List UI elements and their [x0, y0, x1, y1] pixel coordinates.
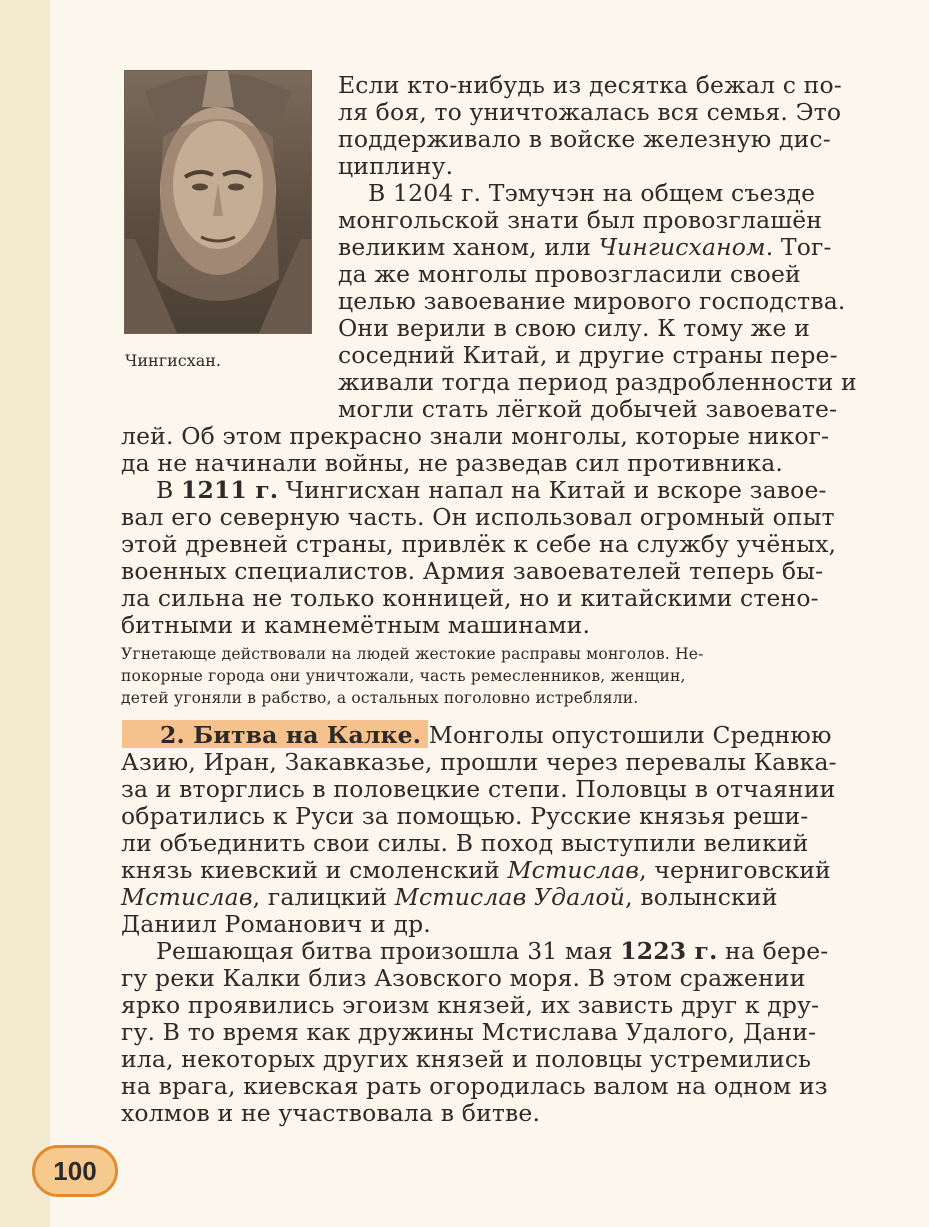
- bold-date: 1223 г.: [620, 937, 718, 965]
- text-line: за и вторглись в половецкие степи. Половцы в отчаянии: [121, 775, 836, 803]
- emphasized-name: Мстислав: [507, 856, 640, 884]
- text-line: ила, некоторых других князей и половцы устремились: [121, 1045, 812, 1073]
- text-segment: великим ханом, или: [338, 233, 599, 261]
- text-line: обратились к Руси за помощью. Русские князья реши-: [121, 802, 809, 830]
- text-line: [338, 234, 832, 260]
- text-line: [156, 938, 828, 964]
- small-text-line: Угнетающе действовали на людей жестокие расправы монголов. Не-: [121, 645, 704, 663]
- text-line: гу реки Калки близ Азовского моря. В этом сражении: [121, 964, 806, 992]
- text-line: битными и камнемётным машинами.: [121, 611, 591, 639]
- text-line: на врага, киевская рать огородилась валом на одном из: [121, 1072, 828, 1100]
- emphasized-term: Чингисханом: [598, 233, 766, 261]
- text-segment: Монголы опустошили Среднюю: [421, 721, 832, 749]
- text-line: Если кто-нибудь из десятка бежал с по-: [338, 71, 842, 99]
- text-line: В 1204 г. Тэмучэн на общем съезде: [368, 179, 816, 207]
- text-line: лей. Об этом прекрасно знали монголы, которые никог-: [121, 422, 830, 450]
- text-line: Даниил Романович и др.: [121, 910, 431, 938]
- text-segment: , волынский: [625, 883, 778, 911]
- text-line: да же монголы провозгласили своей: [338, 260, 801, 288]
- text-line: поддерживало в войске железную дис-: [338, 125, 831, 153]
- text-line: монгольской знати был провозглашён: [338, 206, 823, 234]
- text-segment: Чингисхан напал на Китай и вскоре завое-: [278, 476, 827, 504]
- text-line: холмов и не участвовала в битве.: [121, 1099, 541, 1127]
- emphasized-name: Мстислав: [121, 883, 253, 911]
- text-line: [160, 722, 832, 748]
- text-line: живали тогда период раздробленности и: [338, 368, 857, 396]
- text-line: [156, 477, 827, 503]
- bold-date: 1211 г.: [181, 476, 279, 504]
- emphasized-name: Мстислав Удалой: [394, 883, 626, 911]
- page-number-badge: 100: [32, 1145, 118, 1197]
- text-segment: князь киевский и смоленский: [121, 856, 508, 884]
- text-line: Они верили в свою силу. К тому же и: [338, 314, 810, 342]
- text-line: ля боя, то уничтожалась вся семья. Это: [338, 98, 842, 126]
- text-segment: , галицкий: [252, 883, 395, 911]
- small-text-line: детей угоняли в рабство, а остальных поголовно истребляли.: [121, 689, 639, 707]
- text-line: вал его северную часть. Он использовал огромный опыт: [121, 503, 835, 531]
- text-segment: , черниговский: [639, 856, 831, 884]
- figure-caption: Чингисхан.: [125, 351, 222, 370]
- text-segment: В: [156, 476, 182, 504]
- small-text-line: покорные города они уничтожали, часть ремесленников, женщин,: [121, 667, 686, 685]
- text-segment: на бере-: [717, 937, 829, 965]
- text-line: [121, 857, 831, 883]
- text-line: ярко проявились эгоизм князей, их зависть друг к дру-: [121, 991, 820, 1019]
- text-line: соседний Китай, и другие страны пере-: [338, 341, 838, 369]
- text-segment: Решающая битва произошла 31 мая: [156, 937, 621, 965]
- text-line: целью завоевание мирового господства.: [338, 287, 846, 315]
- text-line: да не начинали войны, не разведав сил противника.: [121, 449, 783, 477]
- section-heading: 2. Битва на Калке.: [160, 721, 422, 749]
- page-margin-band: [0, 0, 50, 1227]
- text-line: военных специалистов. Армия завоевателей теперь бы-: [121, 557, 824, 585]
- text-line: циплину.: [338, 152, 454, 180]
- text-line: ла сильна не только конницей, но и китайскими стено-: [121, 584, 819, 612]
- text-segment: . Тог-: [765, 233, 832, 261]
- genghis-khan-portrait: [124, 70, 312, 334]
- text-line: могли стать лёгкой добычей завоевате-: [338, 395, 838, 423]
- text-line: Азию, Иран, Закавказье, прошли через перевалы Кавка-: [121, 748, 837, 776]
- text-line: гу. В то время как дружины Мстислава Удалого, Дани-: [121, 1018, 817, 1046]
- text-line: [121, 884, 778, 910]
- text-line: ли объединить свои силы. В поход выступили великий: [121, 829, 809, 857]
- text-line: этой древней страны, привлёк к себе на службу учёных,: [121, 530, 837, 558]
